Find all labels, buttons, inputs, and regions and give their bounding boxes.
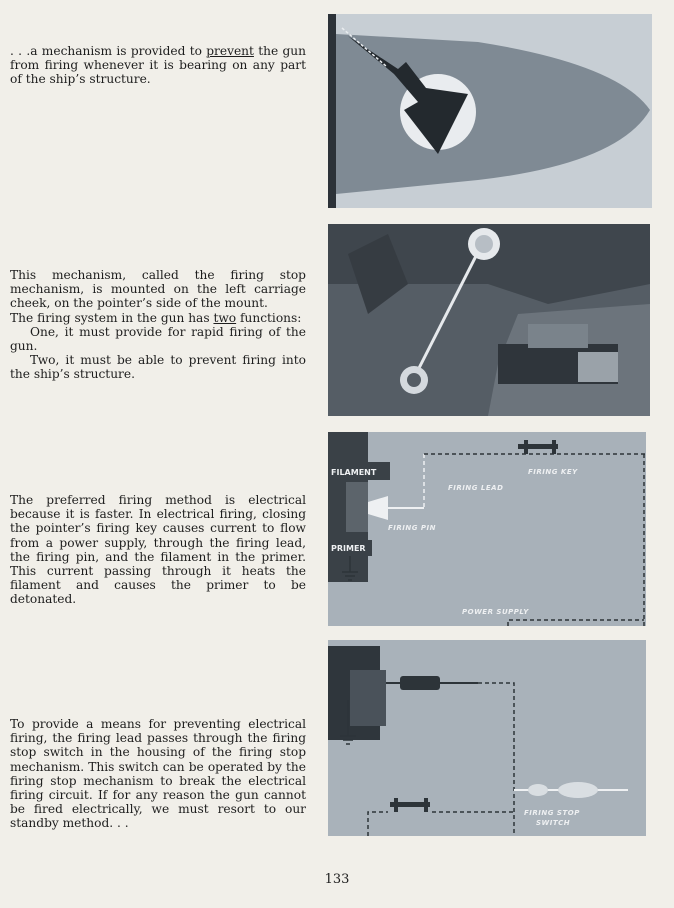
diagram-firing-stop-switch	[328, 640, 646, 836]
paragraph-firing-stop-switch	[10, 717, 306, 831]
label-firing-stop: FIRING STOP	[524, 809, 580, 817]
paragraph-electrical-firing	[10, 493, 306, 607]
p2-function-one: One, it must provide for rapid firing of the gun.	[10, 324, 306, 354]
p3-text: The preferred firing method is electrical because it is faster. In electrical firing, closing the pointer’s firing key causes current to flow from a power supply, through the firing lead, the firing pin, and the filament in the primer. This current passing through it heats the filament and causes the primer to be detonated.	[10, 493, 306, 607]
p2-function-two: Two, it must be able to prevent firing into the ship’s structure.	[10, 353, 306, 382]
p4-text: To provide a means for preventing electrical firing, the firing lead passes through the firing stop switch in the housing of the firing stop mechanism. This switch can be operated by the firing stop mechanism to break the electrical firing circuit. If for any reason the gun cannot be fired electrically, we must resort to our standby method. . .	[10, 717, 306, 831]
label-firing-key: FIRING KEY	[528, 468, 578, 476]
label-firing-pin: FIRING PIN	[388, 524, 437, 532]
p2-underlined: two	[213, 310, 237, 325]
paragraph-prevent-firing	[10, 44, 306, 87]
p1-underlined: prevent	[206, 44, 254, 58]
p1-text: . . .a mechanism is provided to	[10, 44, 207, 58]
page-number: 133	[324, 872, 350, 887]
illustration-firing-stop-mechanism	[328, 224, 650, 416]
label-firing-lead: FIRING LEAD	[448, 484, 504, 492]
label-filament: FILAMENT	[331, 468, 377, 477]
label-switch: SWITCH	[536, 819, 571, 827]
p2-head: This mechanism, called the firing stop mechanism, is mounted on the left carriage cheek, on the pointer’s side of the mount.	[10, 268, 306, 311]
label-power-supply: POWER SUPPLY	[462, 608, 529, 616]
diagram-electrical-firing-circuit	[328, 432, 646, 626]
illustration-gun-bearing	[328, 14, 652, 208]
p1-text-end: the gun from firing whenever it is bearing on any part of the ship’s structure.	[10, 44, 306, 87]
p2-functions-text: The firing system in the gun has	[10, 310, 214, 325]
label-primer: PRIMER	[331, 544, 366, 553]
p2-functions-end: functions:	[236, 310, 302, 325]
paragraph-firing-stop-mechanism	[10, 268, 306, 382]
